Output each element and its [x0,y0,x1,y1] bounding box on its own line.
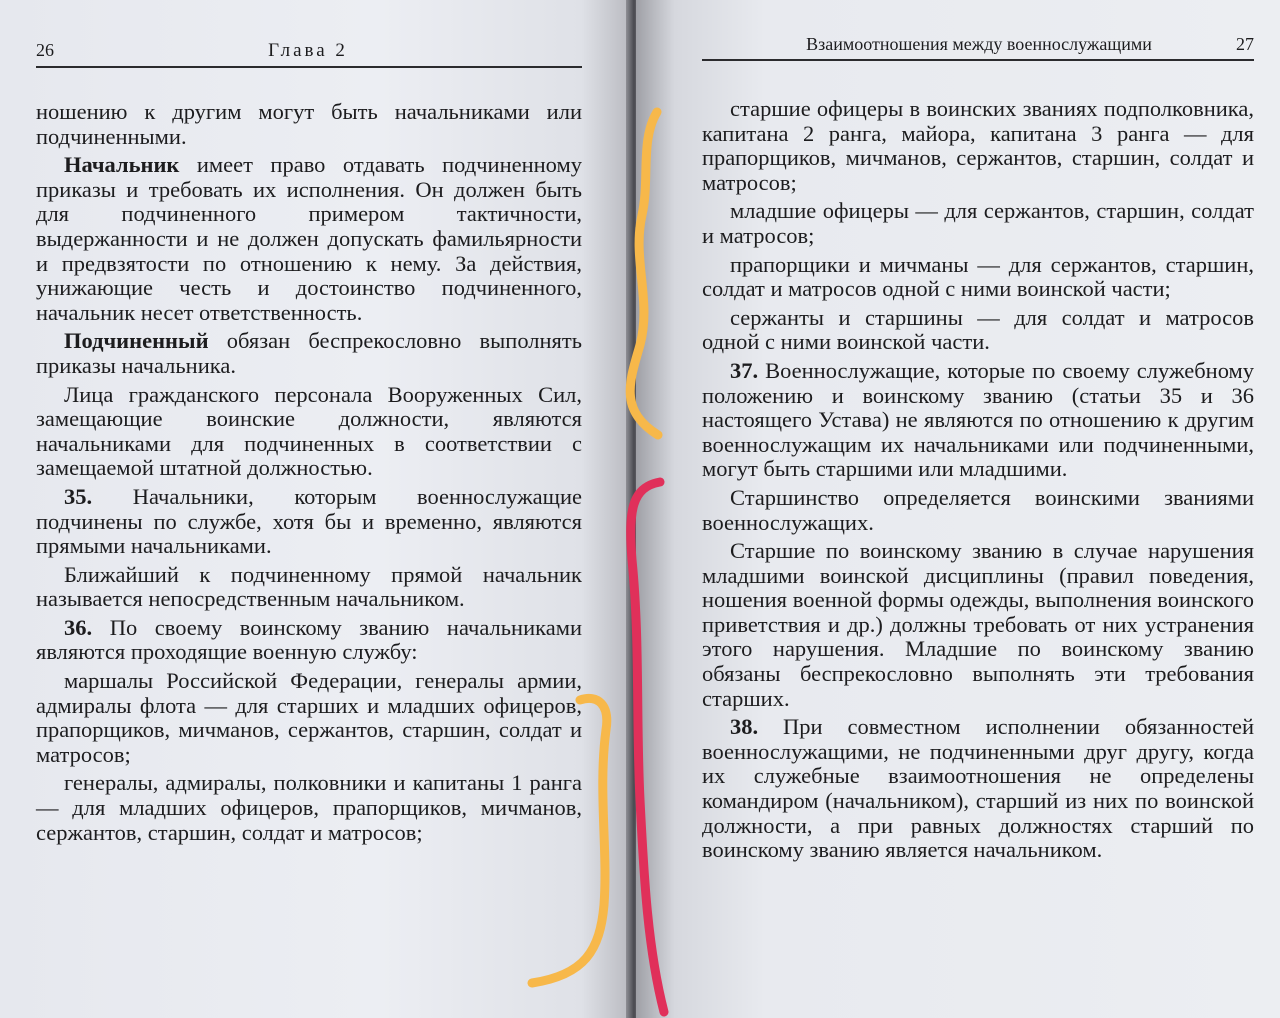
paragraph-text: Лица гражданского персонала Вооруженных Сил, замещающие воинские должности, являются начальниками для подчиненных в соответствии с замещаемой штатной должностью. [36,381,582,481]
paragraph-lead: 36. [64,614,93,640]
right-running-title: Взаимоотношения между военнослужащими [806,34,1152,54]
paragraph-text: сержанты и старшины — для солдат и матросов одной с ними воинской части. [702,304,1254,355]
paragraph-lead: 37. [730,357,759,383]
paragraph [702,359,1254,482]
paragraph [702,306,1254,355]
left-running-title: Глава 2 [268,40,348,61]
paragraph-text: По своему воинскому званию начальниками являются проходящие военную службу: [36,614,582,665]
paragraph-lead: Подчиненный [64,328,209,354]
paragraph [36,153,582,325]
left-body-text [36,100,582,845]
paragraph [702,97,1254,195]
paragraph-text: имеет право отдавать подчиненному приказы и требовать их исполнения. Он должен быть для подчиненного примером тактичности, выдержанности и не должен допускать фамильярности и предвзятости по отношению к нему. За действия, унижающие честь и достоинство подчиненного, начальник несет ответственность. [36,152,582,325]
right-running-head [702,34,1254,61]
paragraph-text: Начальники, которым военнослужащие подчинены по службе, хотя бы и временно, являются прямыми начальниками. [36,483,582,559]
paragraph-text: Военнослужащие, которые по своему служебному положению и воинскому званию (статьи 35 и 36 настоящего Устава) не являются по отношению к другим военнослужащим их начальниками или подчиненными, могут быть старшими или младшими. [702,357,1254,482]
paragraph [36,771,582,845]
paragraph [702,486,1254,535]
paragraph [702,715,1254,863]
paragraph-text: генералы, адмиралы, полковники и капитаны 1 ранга — для младших офицеров, прапорщиков, мичманов, сержантов, старшин, солдат и матросов; [36,770,582,845]
paragraph [702,253,1254,302]
paragraph-text: старшие офицеры в воинских званиях подполковника, капитана 2 ранга, майора, капитана 3 ранга — для прапорщиков, мичманов, сержантов, старшин, солдат и матросов; [702,96,1254,195]
paragraph [36,616,582,665]
paragraph-text: При совместном исполнении обязанностей военнослужащими, не подчиненными друг другу, когда их служебные взаимоотношения не определены командиром (начальником), старший из них по воинской должности, а при равных должностях старший по воинскому званию является начальником. [702,714,1254,863]
paragraph-text: младшие офицеры — для сержантов, старшин, солдат и матросов; [702,198,1254,248]
paragraph-text: Ближайший к подчиненному прямой начальник называется непосредственным начальником. [36,561,582,612]
left-page-number: 26 [36,40,54,60]
paragraph-lead: 38. [730,714,759,740]
paragraph [702,199,1254,248]
paragraph-text: маршалы Российской Федерации, генералы армии, адмиралы флота — для старших и младших офицеров, прапорщиков, мичманов, сержантов, старшин, солдат и матросов; [36,668,582,767]
paragraph [36,669,582,767]
paragraph [36,563,582,612]
paragraph-text: Старшинство определяется воинскими званиями военнослужащих. [702,484,1254,535]
paragraph [36,383,582,481]
paragraph-text: прапорщики и мичманы — для сержантов, старшин, солдат и матросов одной с ними воинской части; [702,251,1254,302]
paragraph [702,539,1254,711]
paragraph [36,100,582,149]
left-page [0,0,632,1018]
left-running-head [36,40,582,68]
paragraph [36,329,582,378]
paragraph-text: обязан беспрекословно выполнять приказы начальника. [36,328,582,378]
right-page-number: 27 [1236,34,1254,54]
paragraph-text: ношению к другим могут быть начальниками или подчиненными. [36,99,582,149]
paragraph-lead: 35. [64,483,93,509]
paragraph-text: Старшие по воинскому званию в случае нарушения младшими воинской дисциплины (правил поведения, ношения военной формы одежды, выполнения воинского приветствия и др.) должны требовать от них устранения этого нарушения. Младшие по воинскому званию обязаны беспрекословно выполнять эти требования старших. [702,538,1254,711]
right-page [636,0,1280,1018]
right-body-text [702,97,1254,863]
paragraph-lead: Начальник [64,152,180,178]
paragraph [36,485,582,559]
